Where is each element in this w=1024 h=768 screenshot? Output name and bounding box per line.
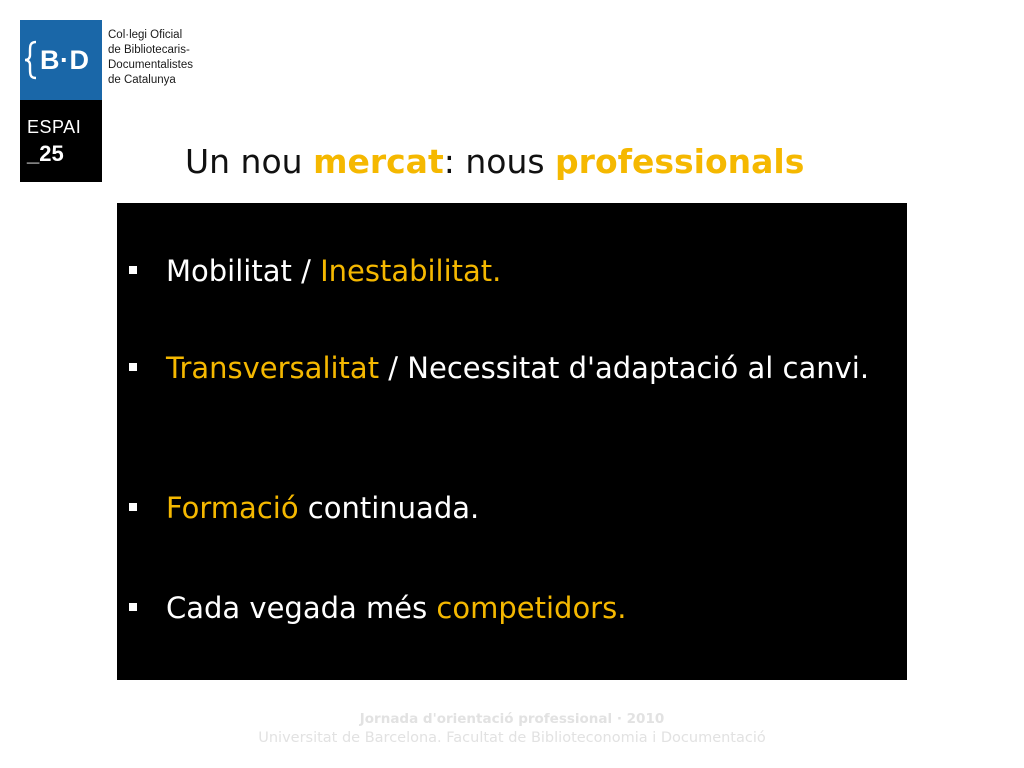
bullet-text <box>166 490 889 526</box>
bullet-segment-highlight: Formació <box>166 491 299 525</box>
footer-event-line: Jornada d'orientació professional · 2010 <box>359 711 665 727</box>
slide-title <box>185 138 804 186</box>
logo-mark-letters: B·D <box>40 45 90 75</box>
title-highlight-mercat: mercat <box>313 142 444 181</box>
bullet-segment-highlight: Transversalitat <box>166 351 380 385</box>
bullet-item-competidors <box>129 590 889 626</box>
bullet-item-mobilitat <box>129 253 889 289</box>
bullet-text <box>166 253 889 289</box>
org-name-line-1: Col·legi Oficial <box>108 29 183 41</box>
bullet-segment: / Necessitat d'adaptació al canvi. <box>379 351 870 385</box>
bullet-segment: Mobilitat / <box>166 254 321 288</box>
bullet-text <box>166 350 889 386</box>
org-name-line-2: de Bibliotecaris- <box>108 44 190 56</box>
espai-25-logo <box>20 100 102 182</box>
square-bullet-icon <box>129 266 137 274</box>
square-bullet-icon <box>129 503 137 511</box>
org-name-line-4: de Catalunya <box>108 74 176 86</box>
bullet-segment-highlight: competidors. <box>436 591 627 625</box>
title-part-1: Un nou <box>185 142 314 181</box>
bullet-segment: Cada vegada més <box>166 591 437 625</box>
content-panel <box>117 203 907 680</box>
bullet-item-transversalitat <box>129 350 889 386</box>
cobdc-logo <box>20 20 102 100</box>
square-bullet-icon <box>129 363 137 371</box>
organization-name <box>108 28 193 88</box>
title-highlight-professionals: professionals <box>555 142 805 181</box>
square-bullet-icon <box>129 603 137 611</box>
slide-footer <box>0 710 1024 748</box>
bullet-item-formacio <box>129 490 889 526</box>
bullet-text <box>166 590 889 626</box>
org-name-line-3: Documentalistes <box>108 59 194 71</box>
bullet-segment: continuada. <box>298 491 480 525</box>
espai-number: _25 <box>27 141 64 166</box>
title-part-3: : nous <box>443 142 556 181</box>
espai-word: ESPAI <box>27 117 82 137</box>
bullet-segment-highlight: Inestabilitat. <box>320 254 502 288</box>
footer-institution-line: Universitat de Barcelona. Facultat de Biblioteconomia i Documentació <box>258 730 766 746</box>
